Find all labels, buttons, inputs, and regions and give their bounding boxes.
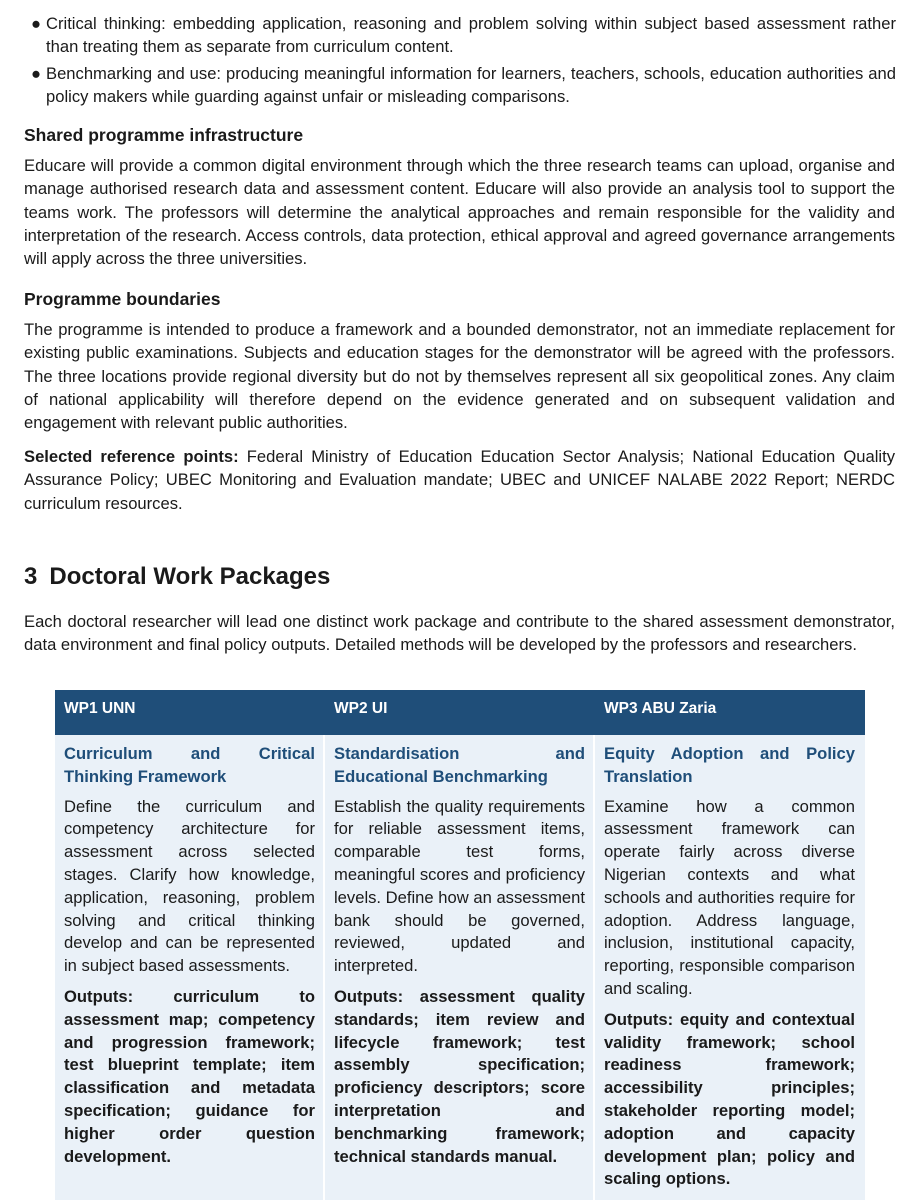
bullet-dot-icon: ● <box>31 63 42 83</box>
wp3-title: Equity Adoption and Policy Translation <box>604 744 855 786</box>
wp3-description: Examine how a common assessment framework can operate fairly across diverse Nigerian contexts and what schools and authorities require for adoption. Address language, inclusion, institutional capacity, reporting, responsible comparison and scaling. <box>604 796 855 998</box>
bullet-item <box>24 12 896 59</box>
reference-text: Federal Ministry of Education Education Sector Analysis; National Education Quality Assurance Policy; UBEC Monitoring and Evaluation mandate; UBEC and UNICEF NALABE 2022 Report; NERDC curriculum resources. <box>24 447 895 513</box>
wp3-outputs: Outputs: equity and contextual validity framework; school readiness framework; accessibility principles; stakeholder reporting model; adoption and capacity development plan; policy and scaling options. <box>604 1009 855 1189</box>
wp2-cell <box>334 735 585 1168</box>
column-divider <box>323 735 325 1200</box>
wp2-description: Establish the quality requirements for reliable assessment items, comparable test forms, meaningful scores and proficiency levels. Define how an assessment bank should be governed, reviewed, updated and interpreted. <box>334 796 585 976</box>
header-wp3: WP3 ABU Zaria <box>604 700 717 717</box>
wp1-title: Curriculum and Critical Thinking Framework <box>64 744 315 786</box>
section-number: 3 <box>24 563 38 590</box>
header-wp1: WP1 UNN <box>64 700 136 717</box>
bullet-text: Benchmarking and use: producing meaningful information for learners, teachers, schools, education authorities and policy makers while guarding against unfair or misleading comparisons. <box>46 63 896 106</box>
bullet-item <box>24 62 896 109</box>
bullet-dot-icon: ● <box>31 14 42 33</box>
section-heading <box>24 560 330 594</box>
boundaries-heading: Programme boundaries <box>24 289 221 309</box>
wp2-title: Standardisation and Educational Benchmarking <box>334 744 585 786</box>
infrastructure-paragraph: Educare will provide a common digital environment through which the three research teams can upload, organise and manage authorised research data and assessment content. Educare will also provide an analysis tool to support the teams work. The professors will determine the analytical approaches and remain responsible for the validity and interpretation of the research. Access controls, data protection, ethical approval and agreed governance arrangements will apply across the three universities. <box>24 156 895 269</box>
reference-label: Selected reference points: <box>24 447 239 466</box>
boundaries-paragraph: The programme is intended to produce a framework and a bounded demonstrator, not an immediate replacement for existing public examinations. Subjects and education stages for the demonstrator will be agreed with the professors. The three locations provide regional diversity but do not by themselves represent all six geopolitical zones. Any claim of national applicability will therefore depend on the evidence generated and on subsequent validation and engagement with relevant public authorities. <box>24 320 895 433</box>
wp1-cell <box>64 735 315 1168</box>
bullet-list <box>24 12 896 111</box>
bullet-text: Critical thinking: embedding application, reasoning and problem solving within subject based assessment rather than treating them as separate from curriculum content. <box>46 14 896 57</box>
section-intro: Each doctoral researcher will lead one distinct work package and contribute to the shared assessment demonstrator, data environment and final policy outputs. Detailed methods will be developed by the professors and researchers. <box>24 612 895 655</box>
wp1-outputs: Outputs: curriculum to assessment map; competency and progression framework; test blueprint template; item classification and metadata specification; guidance for higher order question development. <box>64 986 315 1166</box>
work-packages-table <box>55 690 865 1200</box>
wp2-outputs: Outputs: assessment quality standards; item review and lifecycle framework; test assembly specification; proficiency descriptors; score interpretation and benchmarking framework; technical standards manual. <box>334 986 585 1166</box>
table-body-row <box>55 735 865 1200</box>
reference-paragraph <box>24 445 895 515</box>
table-header-row <box>55 690 865 735</box>
wp3-cell <box>604 735 855 1191</box>
wp1-description: Define the curriculum and competency architecture for assessment across selected stages. Clarify how knowledge, application, reasoning, problem solving and critical thinking develop and can be represented in subject based assessments. <box>64 796 315 976</box>
column-divider <box>593 735 595 1200</box>
header-wp2: WP2 UI <box>334 700 388 717</box>
infrastructure-heading: Shared programme infrastructure <box>24 125 304 145</box>
section-title: Doctoral Work Packages <box>49 563 331 590</box>
